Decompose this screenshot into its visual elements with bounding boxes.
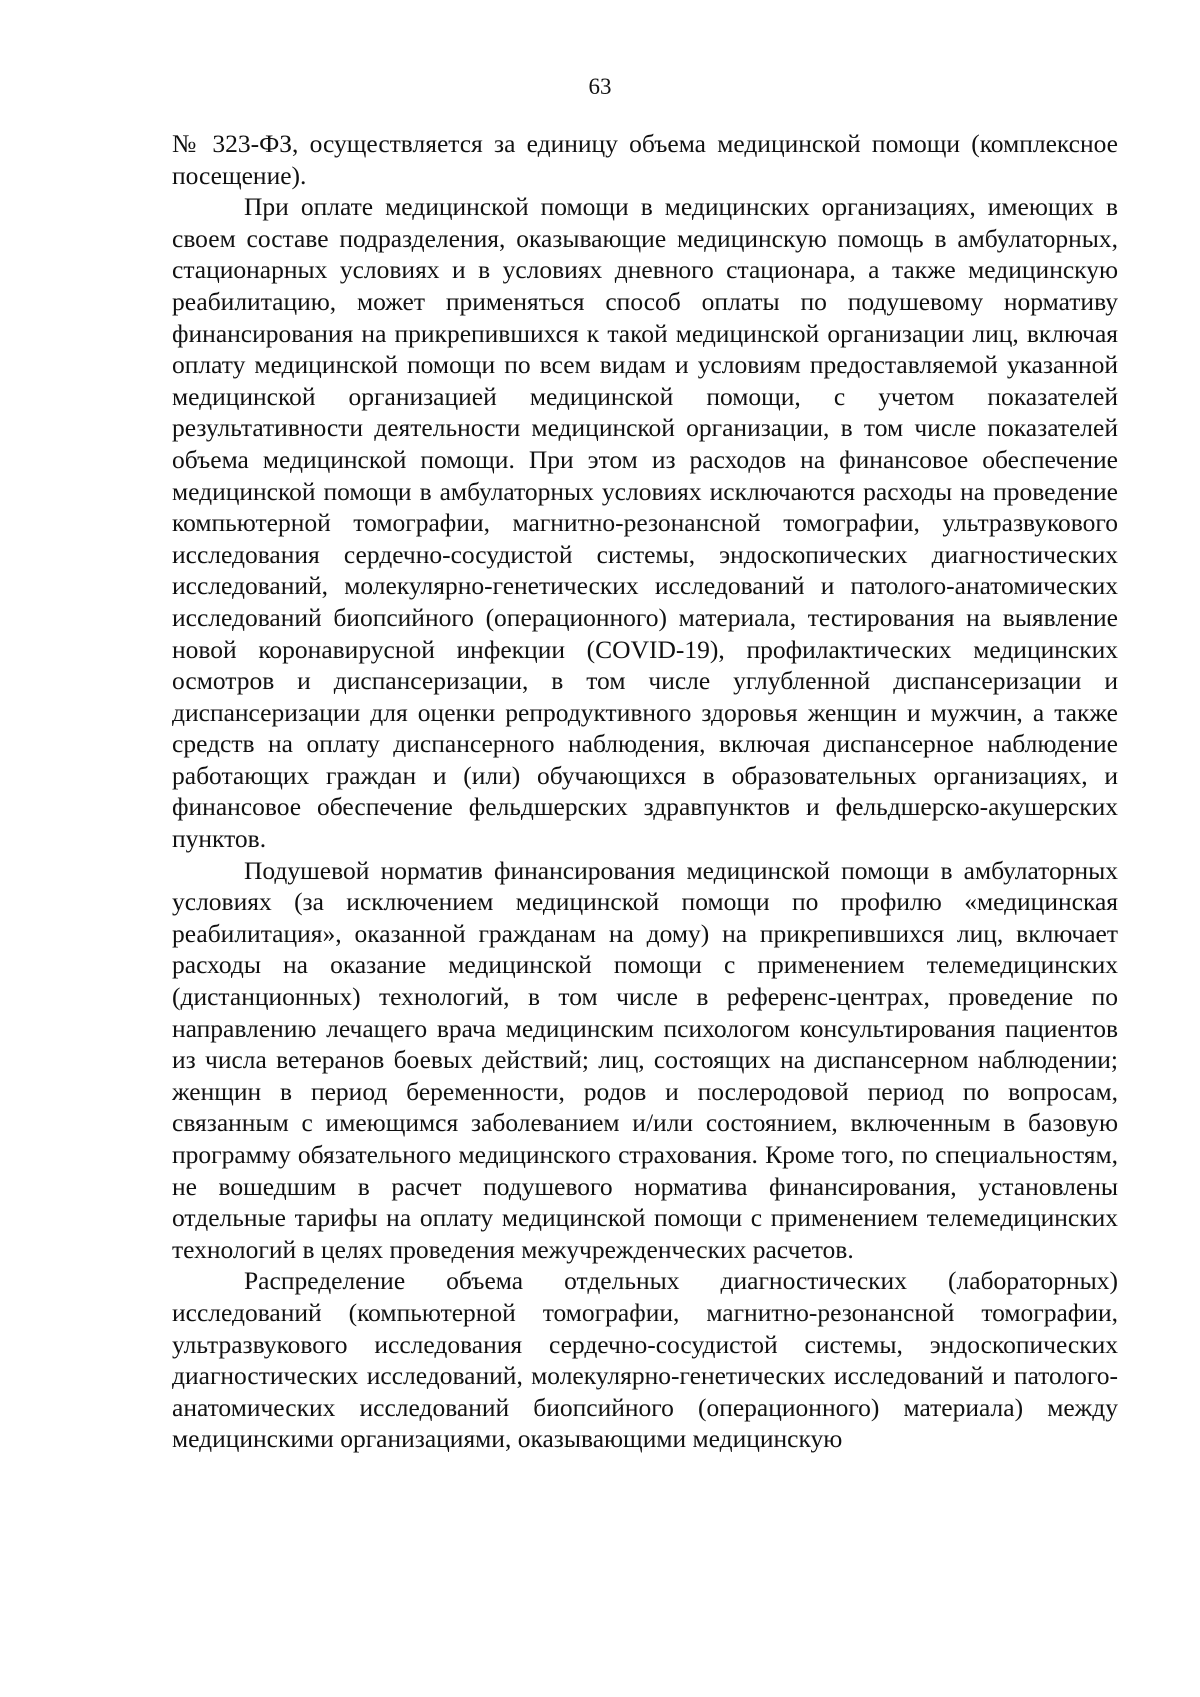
paragraph-payment-methods: При оплате медицинской помощи в медицинских организациях, имеющих в своем составе подразделения, оказывающие медицинскую помощь в амбулаторных, стационарных условиях и в условиях дневного стационара, а также медицинскую реабилитацию, может применяться способ оплаты по подушевому нормативу финансирования на прикрепившихся к такой медицинской организации лиц, включая оплату медицинской помощи по всем видам и условиям предоставляемой указанной медицинской организацией медицинской помощи, с учетом показателей результативности деятельности медицинской организации, в том числе показателей объема медицинской помощи. При этом из расходов на финансовое обеспечение медицинской помощи в амбулаторных условиях исключаются расходы на проведение компьютерной томографии, магнитно-резонансной томографии, ультразвукового исследования сердечно-сосудистой системы, эндоскопических диагностических исследований, молекулярно-генетических исследований и патолого-анатомических исследований биопсийного (операционного) материала, тестирования на выявление новой коронавирусной инфекции (COVID-19), профилактических медицинских осмотров и диспансеризации, в том числе углубленной диспансеризации и диспансеризации для оценки репродуктивного здоровья женщин и мужчин, а также средств на оплату диспансерного наблюдения, включая диспансерное наблюдение работающих граждан и (или) обучающихся в образовательных организациях, и финансовое обеспечение фельдшерских здравпунктов и фельдшерско-акушерских пунктов. xyxy=(172,192,1118,854)
page-number: 63 xyxy=(588,74,612,99)
paragraph-per-capita-standard: Подушевой норматив финансирования медицинской помощи в амбулаторных условиях (за исключением медицинской помощи по профилю «медицинская реабилитация», оказанной гражданам на дому) на прикрепившихся лиц, включает расходы на оказание медицинской помощи с применением телемедицинских (дистанционных) технологий, в том числе в референс-центрах, проведение по направлению лечащего врача медицинским психологом консультирования пациентов из числа ветеранов боевых действий; лиц, состоящих на диспансерном наблюдении; женщин в период беременности, родов и послеродовой период по вопросам, связанным с имеющимся заболеванием и/или состоянием, включенным в базовую программу обязательного медицинского страхования. Кроме того, по специальностям, не вошедшим в расчет подушевого норматива финансирования, установлены отдельные тарифы на оплату медицинской помощи с применением телемедицинских технологий в целях проведения межучрежденческих расчетов. xyxy=(172,855,1118,1264)
paragraph-continuation: № 323-ФЗ, осуществляется за единицу объема медицинской помощи (комплексное посещение). xyxy=(172,129,1118,190)
document-body xyxy=(172,128,1118,1455)
paragraph-distribution-of-volume: Распределение объема отдельных диагностических (лабораторных) исследований (компьютерной томографии, магнитно-резонансной томографии, ультразвукового исследования сердечно-сосудистой системы, эндоскопических диагностических исследований, молекулярно-генетических исследований и патолого-анатомических исследований биопсийного (операционного) материала) между медицинскими организациями, оказывающими медицинскую xyxy=(172,1266,1118,1454)
